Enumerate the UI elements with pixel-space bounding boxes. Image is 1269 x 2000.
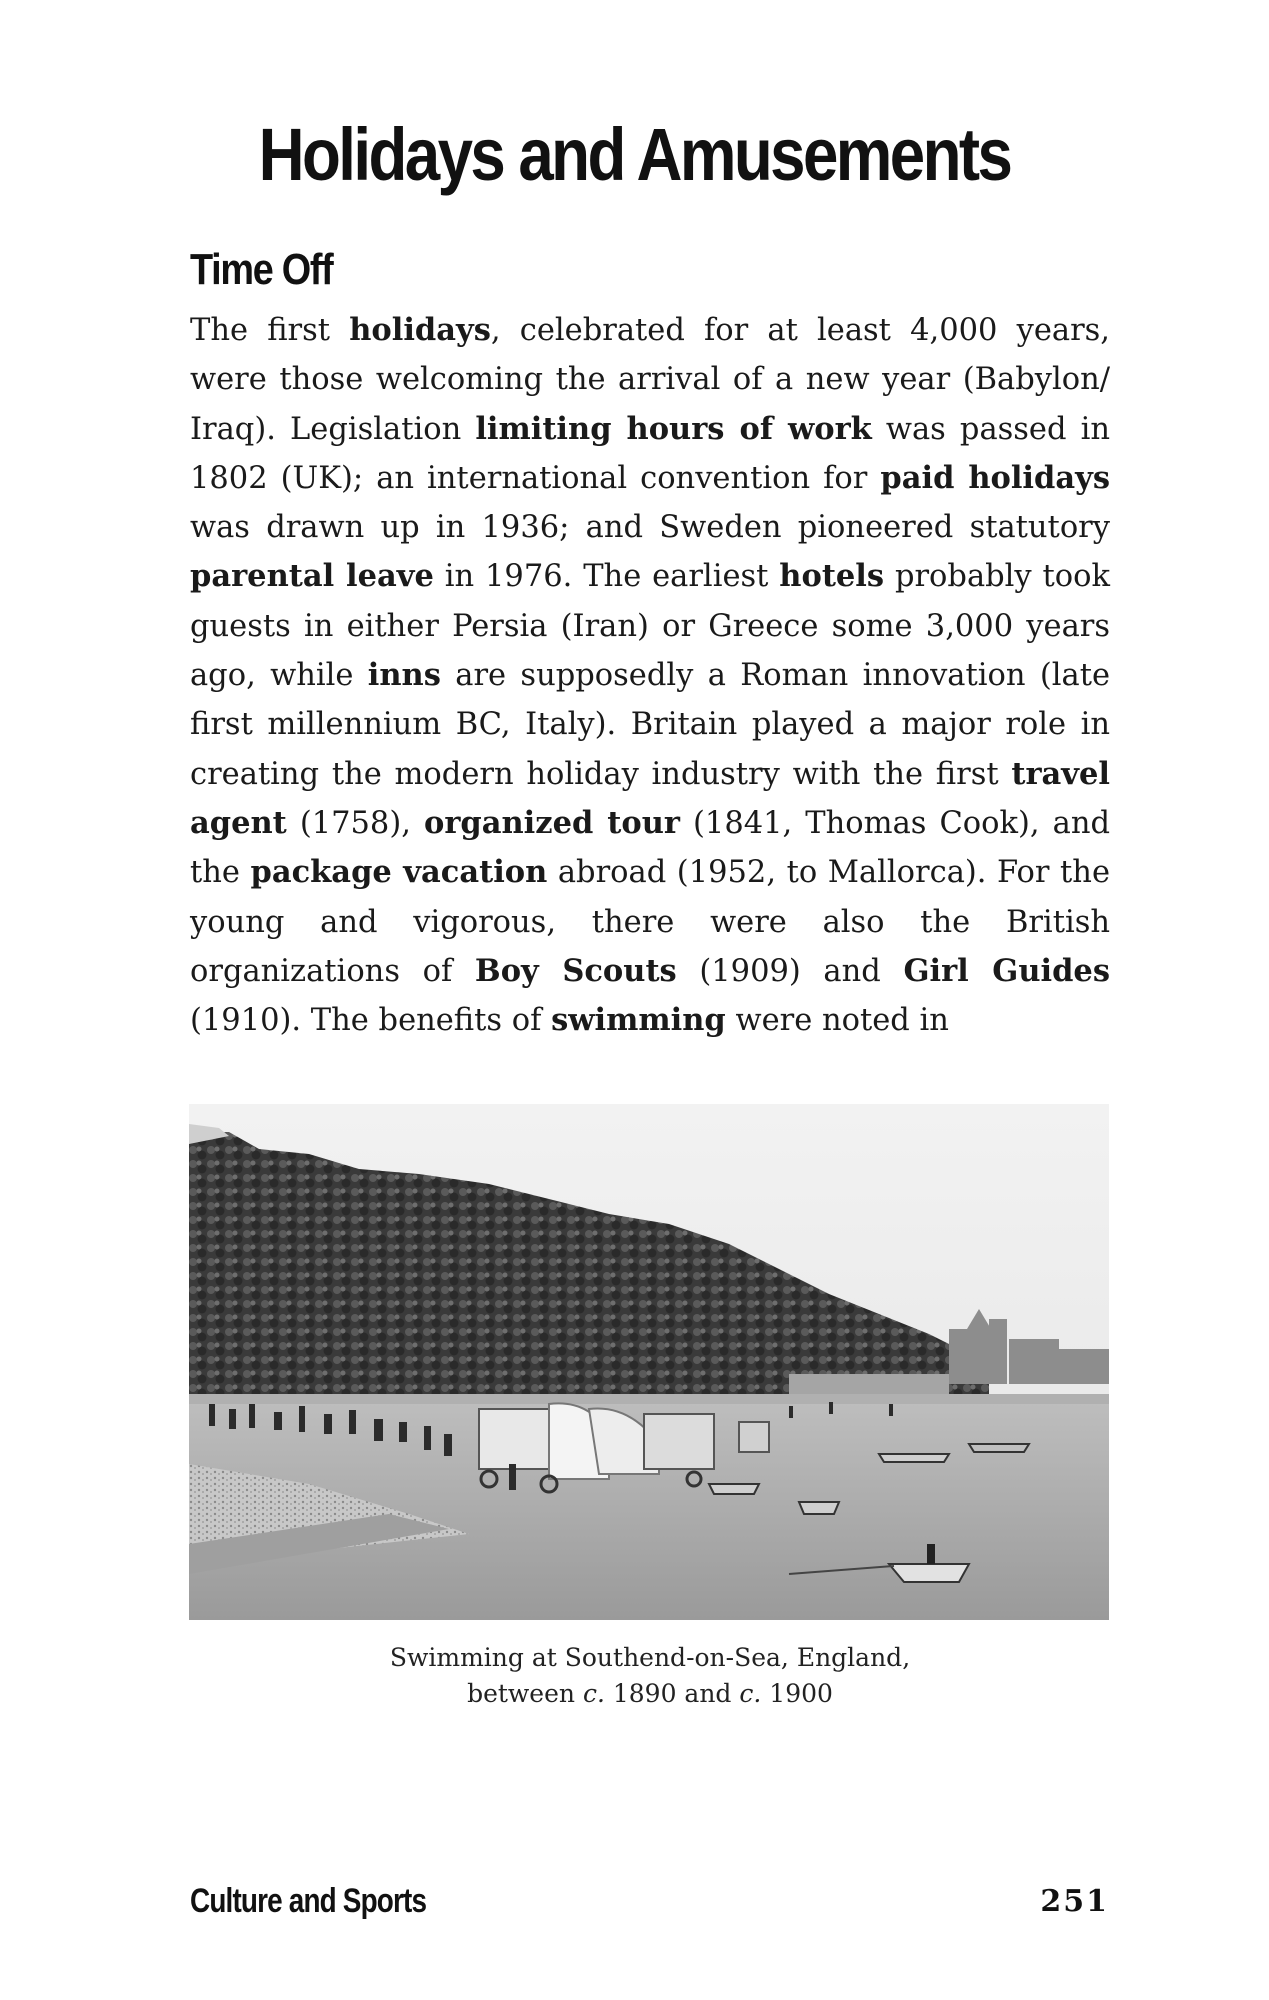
body-text-run: was passed in 1802 (UK); an international convention for bbox=[190, 411, 1110, 496]
body-text-run: (1909) and bbox=[676, 953, 904, 989]
bold-term: hotels bbox=[779, 558, 885, 595]
bold-term: limiting hours of work bbox=[475, 410, 872, 447]
bold-term: paid holidays bbox=[880, 459, 1110, 496]
page-title: Holidays and Amusements bbox=[258, 113, 1011, 196]
body-text-run: are supposedly a Roman innovation (late first millennium BC, Italy). Britain played a major role in creating the modern holiday industry with the first bbox=[190, 658, 1111, 792]
bold-term: travel agent bbox=[190, 755, 1110, 841]
body-text-run: (1910). The benefits of bbox=[190, 1003, 552, 1039]
bold-term: package vacation bbox=[250, 854, 548, 891]
body-text-run: (1841, Thomas Cook), and the bbox=[190, 805, 1110, 891]
body-text-run: in 1976. The earliest bbox=[433, 559, 780, 595]
bold-term: Girl Guides bbox=[903, 952, 1111, 989]
bold-term: Boy Scouts bbox=[474, 952, 677, 989]
bold-term: swimming bbox=[551, 1002, 726, 1039]
body-text-run: , celebrated for at least 4,000 years, were those welcoming the arrival of a new year (Babylon/ Iraq). Legislation bbox=[190, 313, 1110, 447]
footer-section-title: Culture and Sports bbox=[190, 1882, 427, 1920]
body-text-run: were noted in bbox=[725, 1003, 949, 1039]
bold-term: organized tour bbox=[424, 804, 680, 841]
body-text-run: The first bbox=[190, 313, 350, 348]
page-number: 251 bbox=[1040, 1884, 1109, 1919]
body-text-run: abroad (1952, to Mallorca). For the young and vigorous, there were also the British organizations of bbox=[190, 855, 1110, 989]
bold-term: inns bbox=[367, 657, 441, 694]
body-text-run: probably took guests in either Persia (Iran) or Greece some 3,000 years ago, while bbox=[190, 559, 1110, 694]
bold-term: parental leave bbox=[190, 558, 434, 595]
body-text-run: was drawn up in 1936; and Sweden pioneered statutory bbox=[190, 510, 1110, 546]
caption-line-1: Swimming at Southend-on-Sea, England, bbox=[389, 1643, 911, 1672]
caption-line-2: between c. 1890 and c. 1900 bbox=[467, 1679, 833, 1708]
photo-caption bbox=[190, 1640, 1110, 1712]
bold-term: holidays bbox=[349, 312, 491, 348]
body-paragraph bbox=[190, 306, 1110, 1045]
body-text-run: (1758), bbox=[286, 805, 424, 841]
photo-southend-beach bbox=[189, 1104, 1109, 1620]
section-heading: Time Off bbox=[190, 245, 333, 294]
